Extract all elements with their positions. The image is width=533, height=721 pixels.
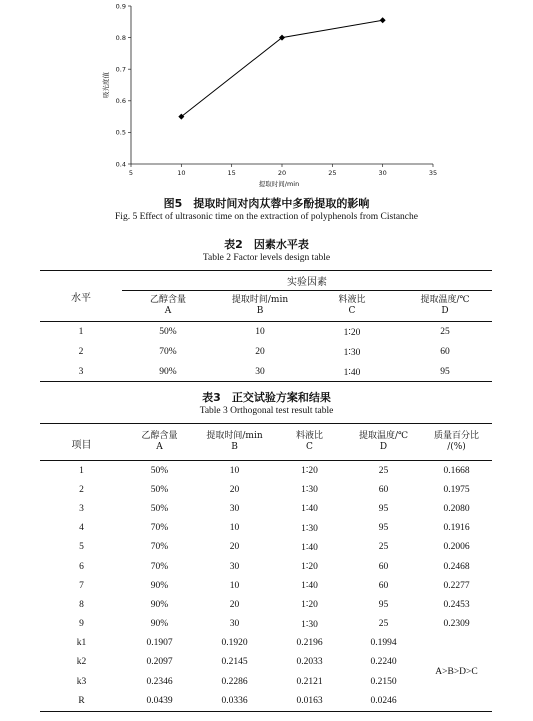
table-row: R 0.0439 0.0336 0.0163 0.0246: [78, 695, 397, 706]
x-tick-label: 5: [128, 169, 134, 177]
table-row: 2 70% 20 1∶30 60: [78, 347, 450, 358]
table3-col-item: 项目: [71, 440, 92, 451]
table2-col-c: 料液比 C: [338, 295, 366, 316]
table3-col-d: 提取温度/℃ D: [358, 431, 409, 452]
table2-top-rule: [40, 270, 492, 271]
x-tick-label: 20: [277, 169, 287, 177]
table-row: 3 50% 30 1∶40 95 0.2080: [79, 503, 470, 515]
y-tick-label: 0.7: [115, 65, 126, 74]
table3-bottom-rule: [40, 711, 492, 712]
table3-title-cn: 表3 正交试验方案和结果: [202, 391, 331, 404]
table-row: 8 90% 20 1∶20 95 0.2453: [79, 599, 470, 611]
table-row: 1 50% 10 1∶20 25 0.1668: [79, 465, 470, 477]
table3-col-b: 提取时间/min B: [206, 431, 263, 452]
x-tick-label: 35: [428, 169, 438, 177]
line-chart: [0, 0, 533, 195]
table2-title-en: Table 2 Factor levels design table: [202, 253, 331, 263]
y-axis-label: 吸光度值: [102, 72, 110, 98]
x-tick-label: 25: [328, 169, 337, 177]
table3-top-rule: [40, 423, 492, 424]
x-tick-label: 10: [177, 169, 186, 177]
table2-col-a: 乙醇含量 A: [149, 295, 186, 316]
data-point: [380, 17, 386, 23]
y-tick-label: 0.4: [115, 160, 126, 169]
table-row: k3 0.2346 0.2286 0.2121 0.2150: [76, 676, 397, 687]
table3-title-en: Table 3 Orthogonal test result table: [199, 406, 334, 416]
y-tick-label: 0.9: [115, 2, 126, 11]
table2-group-rule: [122, 290, 492, 291]
x-tick-label: 30: [378, 169, 387, 177]
y-tick-label: 0.6: [115, 97, 126, 106]
table-row: 7 90% 10 1∶40 60 0.2277: [79, 580, 470, 592]
table-row: k1 0.1907 0.1920 0.2196 0.1994 A>B>D>C: [40, 634, 492, 653]
table3-body: [40, 461, 492, 710]
figure-caption-en: Fig. 5 Effect of ultrasonic time on the extraction of polyphenols from Cistanche: [115, 212, 418, 222]
table-row: 6 70% 30 1∶20 60 0.2468: [79, 561, 470, 573]
table-row: 3 90% 30 1∶40 95: [78, 367, 450, 378]
table2-col-b: 提取时间/min B: [231, 295, 289, 316]
table3-col-a: 乙醇含量 A: [141, 431, 178, 452]
x-tick-label: 15: [227, 169, 236, 177]
y-tick-label: 0.8: [115, 33, 126, 42]
table-row: 9 90% 30 1∶30 25 0.2309: [79, 619, 470, 630]
table-row: 2 50% 20 1∶30 60 0.1975: [79, 484, 470, 496]
table3-col-c: 料液比 C: [295, 431, 323, 452]
table2-group-header: 实验因素: [287, 277, 327, 288]
table2-row-header: 水平: [71, 293, 91, 304]
table2-body: [40, 322, 492, 382]
y-tick-label: 0.5: [115, 128, 126, 137]
figure-caption-cn: 图5 提取时间对肉苁蓉中多酚提取的影响: [163, 197, 370, 210]
table2-title-cn: 表2 因素水平表: [224, 238, 309, 251]
table-row: k2 0.2097 0.2145 0.2033 0.2240: [76, 657, 397, 668]
table2-col-d: 提取温度/℃ D: [420, 295, 470, 316]
table-row: 5 70% 20 1∶40 25 0.2006: [79, 542, 470, 553]
table-row: 4 70% 10 1∶30 95 0.1916: [79, 523, 470, 534]
table3-col-mass: 质量百分比 /(%): [433, 431, 479, 452]
x-axis-label: 提取时间/min: [258, 180, 300, 188]
ranking-cell: A>B>D>C: [435, 667, 478, 678]
table-row: 1 50% 10 1∶20 25: [78, 327, 450, 338]
